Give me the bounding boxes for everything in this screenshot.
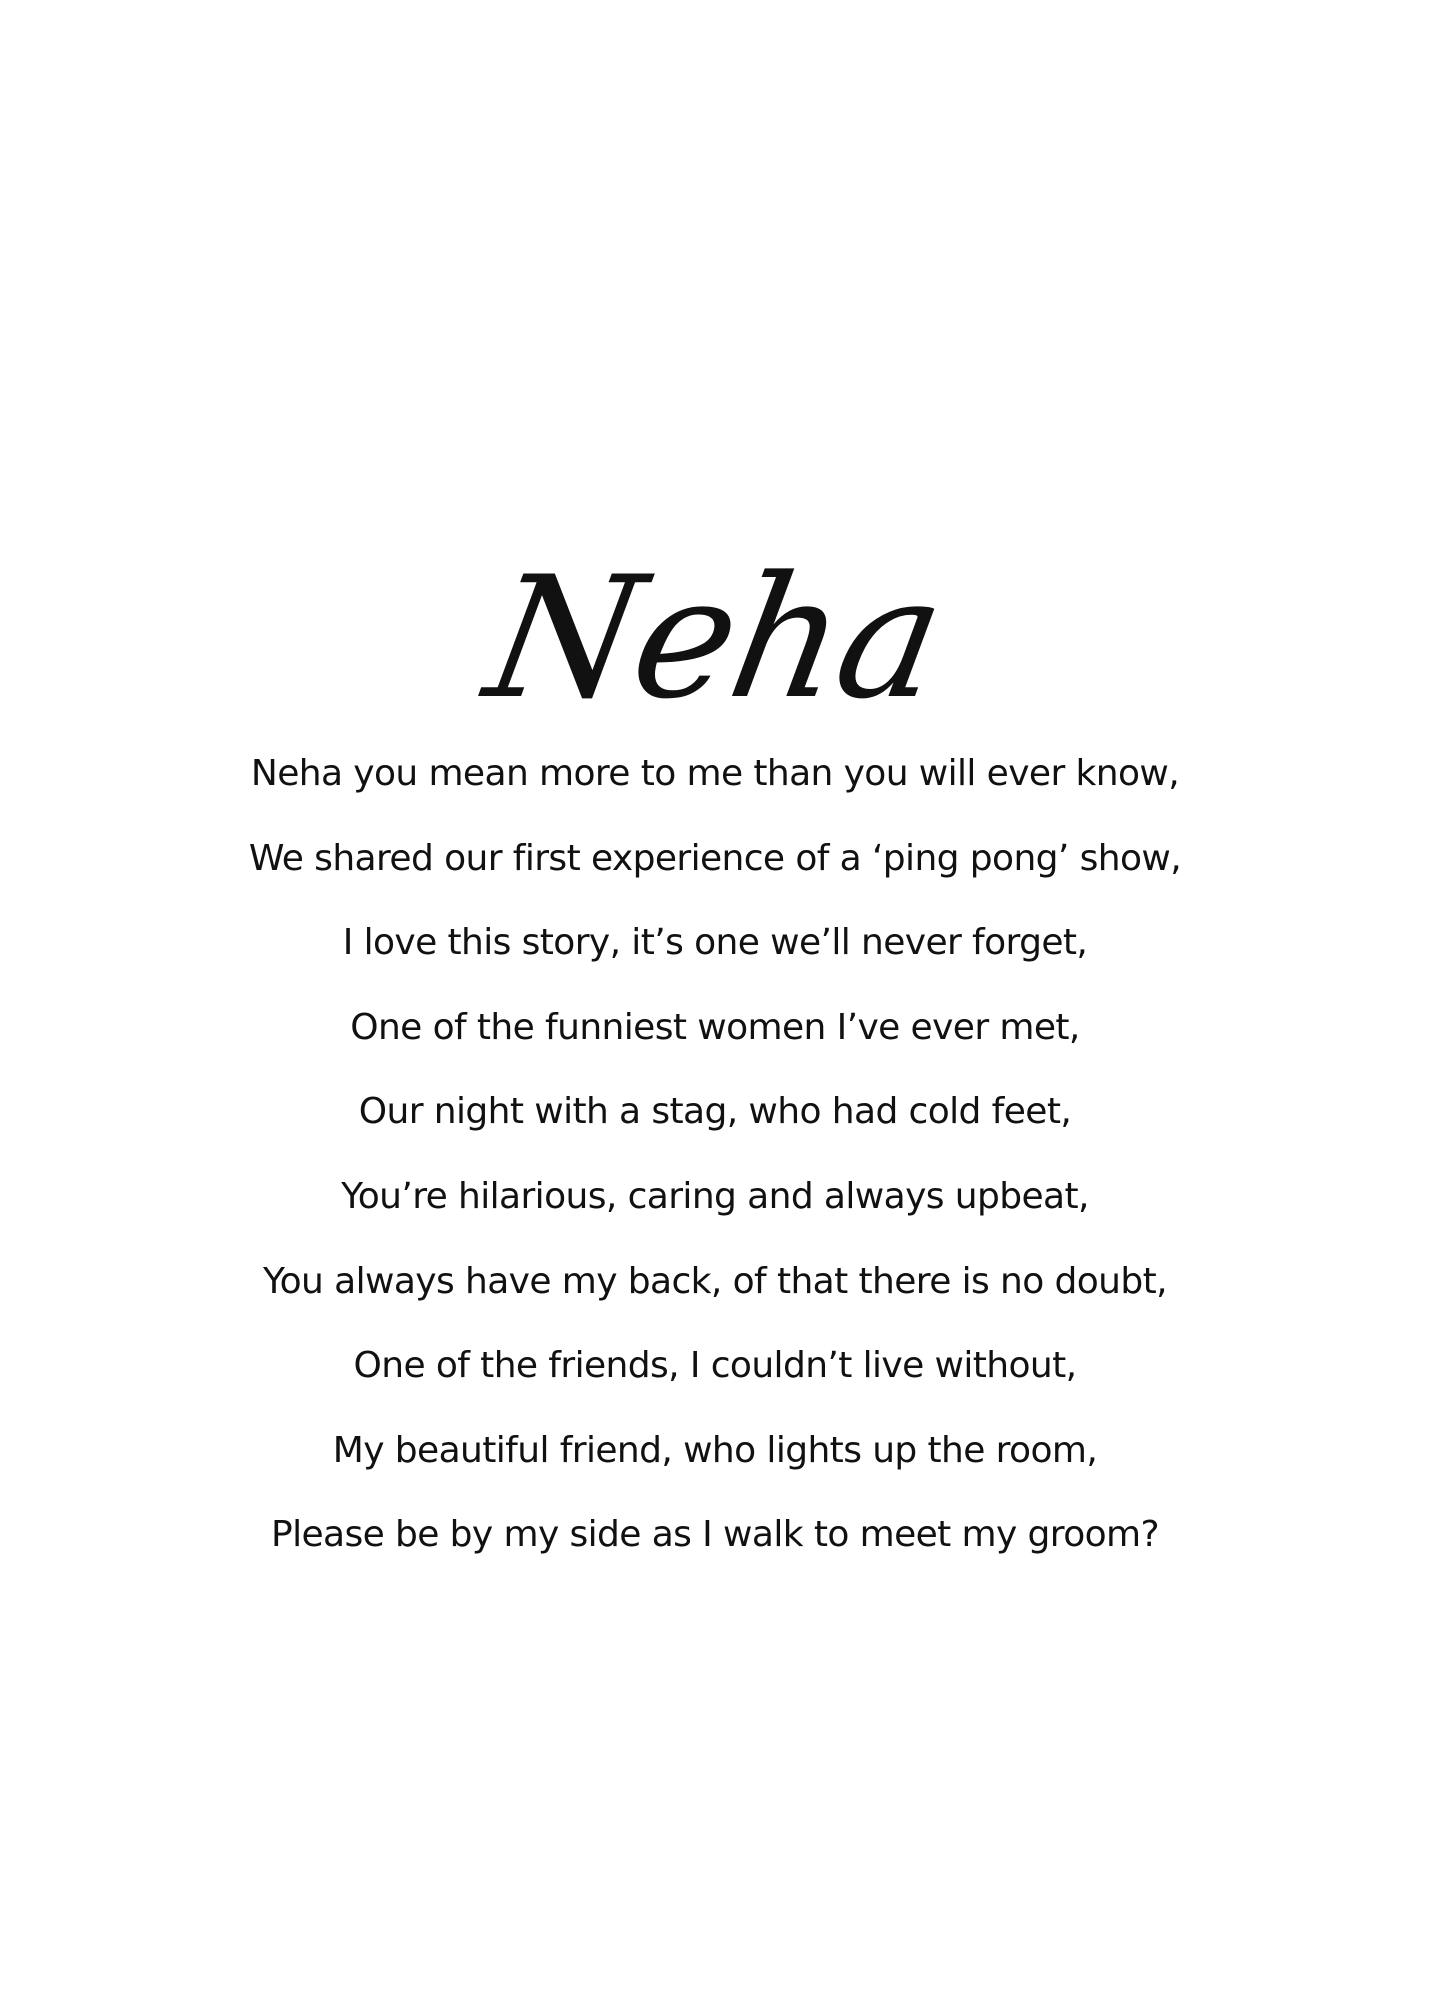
poem-line: We shared our first experience of a ‘ping pong’ show, (248, 837, 1182, 879)
poem-line: Please be by my side as I walk to meet my groom? (270, 1514, 1160, 1556)
poem-title: Neha (474, 539, 956, 736)
poem-line: I love this story, it’s one we’ll never forget, (342, 922, 1088, 964)
poem-line: One of the friends, I couldn’t live without, (353, 1345, 1077, 1387)
poem-line: Neha you mean more to me than you will ever know, (250, 753, 1180, 794)
poem-line: You always have my back, of that there is no doubt, (263, 1260, 1167, 1302)
poem-line: You’re hilarious, caring and always upbeat, (341, 1175, 1089, 1217)
poem-body (0, 732, 1430, 1578)
poem-line: Our night with a stag, who had cold feet, (358, 1091, 1072, 1133)
poem-line: My beautiful friend, who lights up the room, (332, 1429, 1098, 1471)
poem-line: One of the funniest women I’ve ever met, (350, 1006, 1080, 1048)
